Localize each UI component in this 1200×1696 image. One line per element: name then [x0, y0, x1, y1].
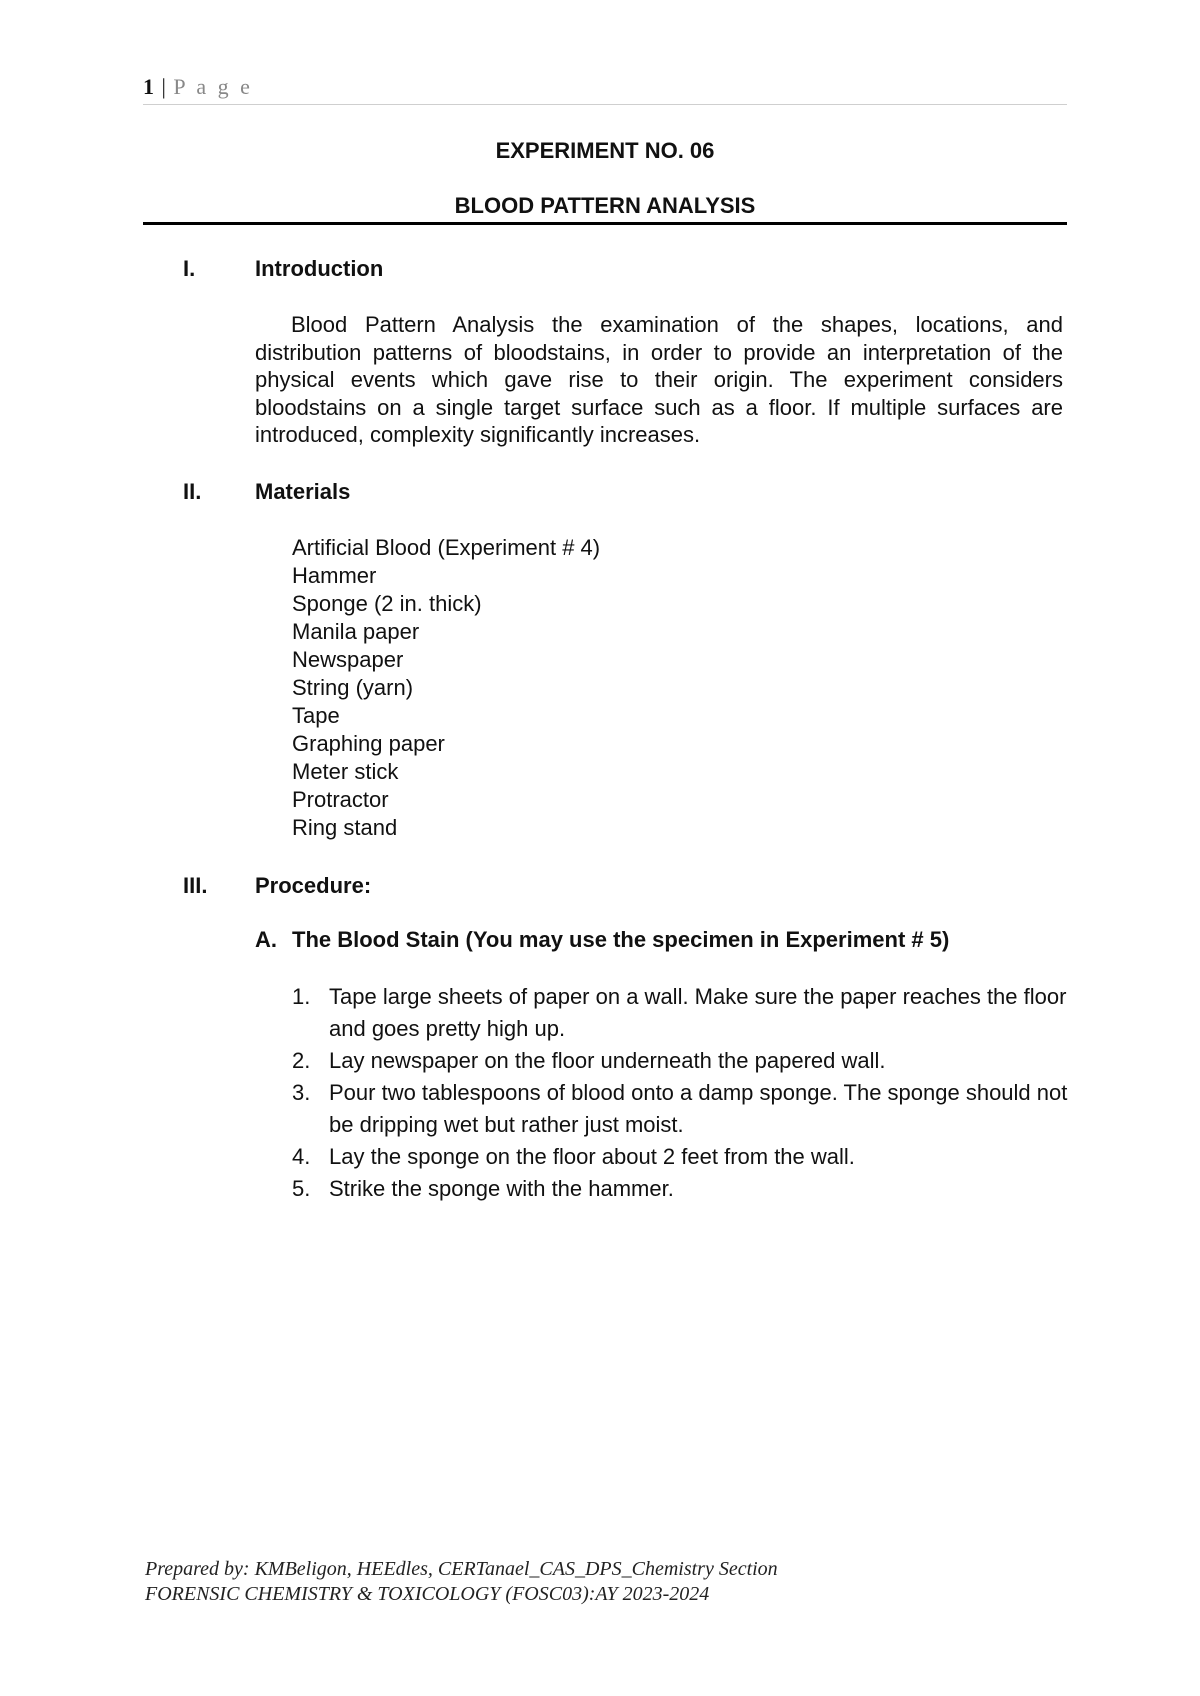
procedure-step — [292, 981, 1072, 1045]
section-title-introduction: Introduction — [255, 256, 384, 281]
material-item: Newspaper — [292, 647, 404, 672]
step-number: 1. — [292, 984, 311, 1009]
page-number: 1 — [143, 74, 154, 99]
procedure-step — [292, 1141, 1072, 1173]
subsection-label: A. — [255, 927, 277, 952]
section-numeral-materials: II. — [183, 479, 202, 504]
page-label: P a g e — [173, 74, 253, 99]
materials-list — [292, 534, 600, 842]
section-title-materials: Materials — [255, 479, 351, 504]
procedure-step — [292, 1173, 1072, 1205]
step-number: 4. — [292, 1144, 311, 1169]
material-item: String (yarn) — [292, 675, 414, 700]
step-text: Lay the sponge on the floor about 2 feet from the wall. — [329, 1144, 855, 1169]
introduction-paragraph — [255, 311, 1063, 449]
material-item: Artificial Blood (Experiment # 4) — [292, 535, 601, 560]
material-item: Protractor — [292, 787, 389, 812]
introduction-text: Blood Pattern Analysis the examination of the shapes, locations, and distribution patterns of bloodstains, in order to provide an interpretation of the physical events which gave rise to their origin. The experiment considers bloodstains on a single target surface such as a floor. If multiple surfaces are introduced, complexity significantly increases. — [255, 312, 1063, 447]
subsection-title: The Blood Stain (You may use the specimen in Experiment # 5) — [292, 927, 950, 952]
material-item: Meter stick — [292, 759, 399, 784]
experiment-title: EXPERIMENT NO. 06 — [495, 138, 715, 163]
step-number: 5. — [292, 1176, 311, 1201]
procedure-step — [292, 1045, 1072, 1077]
footer-course: FORENSIC CHEMISTRY & TOXICOLOGY (FOSC03):AY 2023-2024 — [145, 1583, 710, 1605]
section-title-procedure: Procedure: — [255, 873, 372, 898]
page-footer — [145, 1557, 778, 1607]
step-text: Lay newspaper on the floor underneath the papered wall. — [329, 1048, 886, 1073]
step-number: 2. — [292, 1048, 311, 1073]
step-text: Pour two tablespoons of blood onto a damp sponge. The sponge should not be dripping wet but rather just moist. — [329, 1080, 1068, 1137]
material-item: Manila paper — [292, 619, 420, 644]
experiment-subtitle: BLOOD PATTERN ANALYSIS — [454, 193, 756, 218]
page-separator: | — [161, 74, 166, 99]
material-item: Ring stand — [292, 815, 398, 840]
title-divider — [143, 222, 1067, 225]
page-header — [143, 74, 1067, 105]
procedure-steps — [292, 981, 1072, 1205]
material-item: Graphing paper — [292, 731, 445, 756]
material-item: Hammer — [292, 563, 377, 588]
step-text: Strike the sponge with the hammer. — [329, 1176, 674, 1201]
step-number: 3. — [292, 1080, 311, 1105]
footer-prepared-by: Prepared by: KMBeligon, HEEdles, CERTanael_CAS_DPS_Chemistry Section — [145, 1558, 778, 1580]
section-numeral-introduction: I. — [183, 256, 196, 281]
step-text: Tape large sheets of paper on a wall. Make sure the paper reaches the floor and goes pretty high up. — [329, 984, 1067, 1041]
material-item: Tape — [292, 703, 340, 728]
material-item: Sponge (2 in. thick) — [292, 591, 482, 616]
procedure-step — [292, 1077, 1072, 1141]
section-numeral-procedure: III. — [183, 873, 208, 898]
procedure-subsection-heading — [255, 927, 949, 953]
